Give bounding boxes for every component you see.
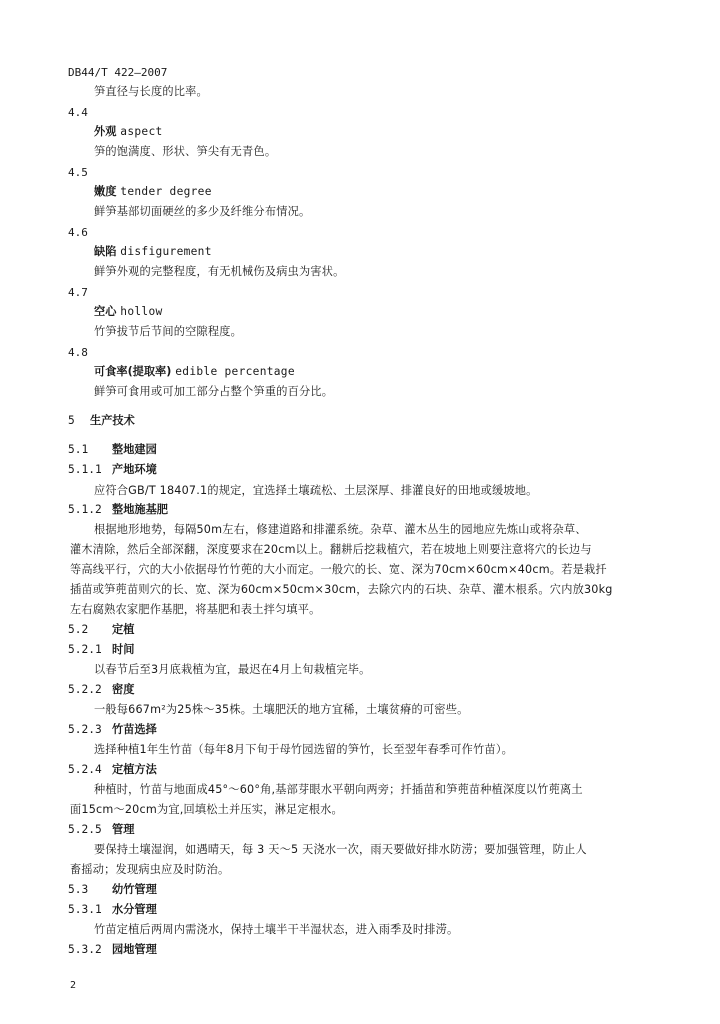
- subsection-heading: 5.3.2 园地管理: [68, 943, 157, 956]
- term-heading: 空心 hollow: [94, 305, 163, 318]
- subsection-heading: 5.2.4 定植方法: [68, 763, 157, 776]
- term-definition: 鲜笋基部切面硬丝的多少及纤维分布情况。: [94, 205, 311, 218]
- section-heading: 5.2 定植: [68, 623, 135, 636]
- paragraph-line: 一般每667m²为25株～35株。土壤肥沃的地方宜稀，土壤贫瘠的可密些。: [94, 703, 469, 716]
- clause-number: 4.4: [68, 106, 88, 119]
- term-definition: 笋的饱满度、形状、笋尖有无青色。: [94, 145, 277, 158]
- paragraph-line: 种植时，竹苗与地面成45°～60°角,基部芽眼水平朝向两旁；扦插苗和笋蔸苗种植深度以竹蔸离土: [94, 783, 583, 796]
- clause-number: 4.8: [68, 346, 88, 359]
- paragraph-line: 根据地形地势，每隔50m左右，修建道路和排灌系统。杂草、灌木丛生的园地应先炼山或将杂草、: [94, 523, 587, 536]
- term-definition: 竹笋拔节后节间的空隙程度。: [94, 325, 243, 338]
- term-heading: 缺陷 disfigurement: [94, 245, 212, 258]
- paragraph-line: 灌木清除，然后全部深翻，深度要求在20cm以上。翻耕后挖栽植穴，若在坡地上则要注意将穴的长边与: [70, 543, 592, 556]
- standard-code-header: DB44/T 422—2007: [68, 66, 168, 79]
- section-heading: 5.1 整地建园: [68, 443, 157, 456]
- term-heading: 可食率(提取率) edible percentage: [94, 365, 295, 378]
- section-heading: 5.3 幼竹管理: [68, 883, 157, 896]
- subsection-heading: 5.2.3 竹苗选择: [68, 723, 157, 736]
- subsection-heading: 5.1.2 整地施基肥: [68, 503, 168, 516]
- paragraph-line: 等高线平行，穴的大小依据母竹竹蔸的大小而定。一般穴的长、宽、深为70cm×60cm×40cm。若是栽扦: [70, 563, 607, 576]
- paragraph-line: 选择种植1年生竹苗（每年8月下旬于母竹园选留的笋竹，长至翌年春季可作竹苗）。: [94, 743, 513, 756]
- term-definition: 鲜笋外观的完整程度，有无机械伤及病虫为害状。: [94, 265, 345, 278]
- subsection-heading: 5.2.1 时间: [68, 643, 135, 656]
- subsection-heading: 5.1.1 产地环境: [68, 463, 157, 476]
- subsection-heading: 5.3.1 水分管理: [68, 903, 157, 916]
- paragraph-line: 面15cm～20cm为宜,回填松土并压实，淋足定根水。: [70, 803, 343, 816]
- page-number: 2: [70, 980, 77, 991]
- clause-number: 4.5: [68, 166, 88, 179]
- paragraph-line: 笋直径与长度的比率。: [94, 85, 208, 98]
- paragraph-line: 应符合GB/T 18407.1的规定，宜选择土壤疏松、土层深厚、排灌良好的田地或缓坡地。: [94, 484, 538, 497]
- term-heading: 外观 aspect: [94, 125, 163, 138]
- paragraph-line: 竹苗定植后两周内需浇水，保持土壤半干半湿状态，进入雨季及时排涝。: [94, 923, 459, 936]
- term-heading: 嫩度 tender degree: [94, 185, 212, 198]
- subsection-heading: 5.2.2 密度: [68, 683, 135, 696]
- section-heading: 5 生产技术: [68, 414, 135, 427]
- subsection-heading: 5.2.5 管理: [68, 823, 135, 836]
- paragraph-line: 畜摇动；发现病虫应及时防治。: [70, 863, 230, 876]
- paragraph-line: 插苗或笋蔸苗则穴的长、宽、深为60cm×50cm×30cm，去除穴内的石块、杂草、灌木根系。穴内放30kg: [70, 583, 613, 596]
- paragraph-line: 要保持土壤湿润，如遇晴天，每 3 天～5 天浇水一次，雨天要做好排水防涝；要加强管理，防止人: [94, 843, 587, 856]
- clause-number: 4.6: [68, 226, 88, 239]
- paragraph-line: 左右腐熟农家肥作基肥，将基肥和表土拌匀填平。: [70, 603, 321, 616]
- paragraph-line: 以春节后至3月底栽植为宜，最迟在4月上旬栽植完毕。: [94, 663, 371, 676]
- term-definition: 鲜笋可食用或可加工部分占整个笋重的百分比。: [94, 385, 334, 398]
- clause-number: 4.7: [68, 286, 88, 299]
